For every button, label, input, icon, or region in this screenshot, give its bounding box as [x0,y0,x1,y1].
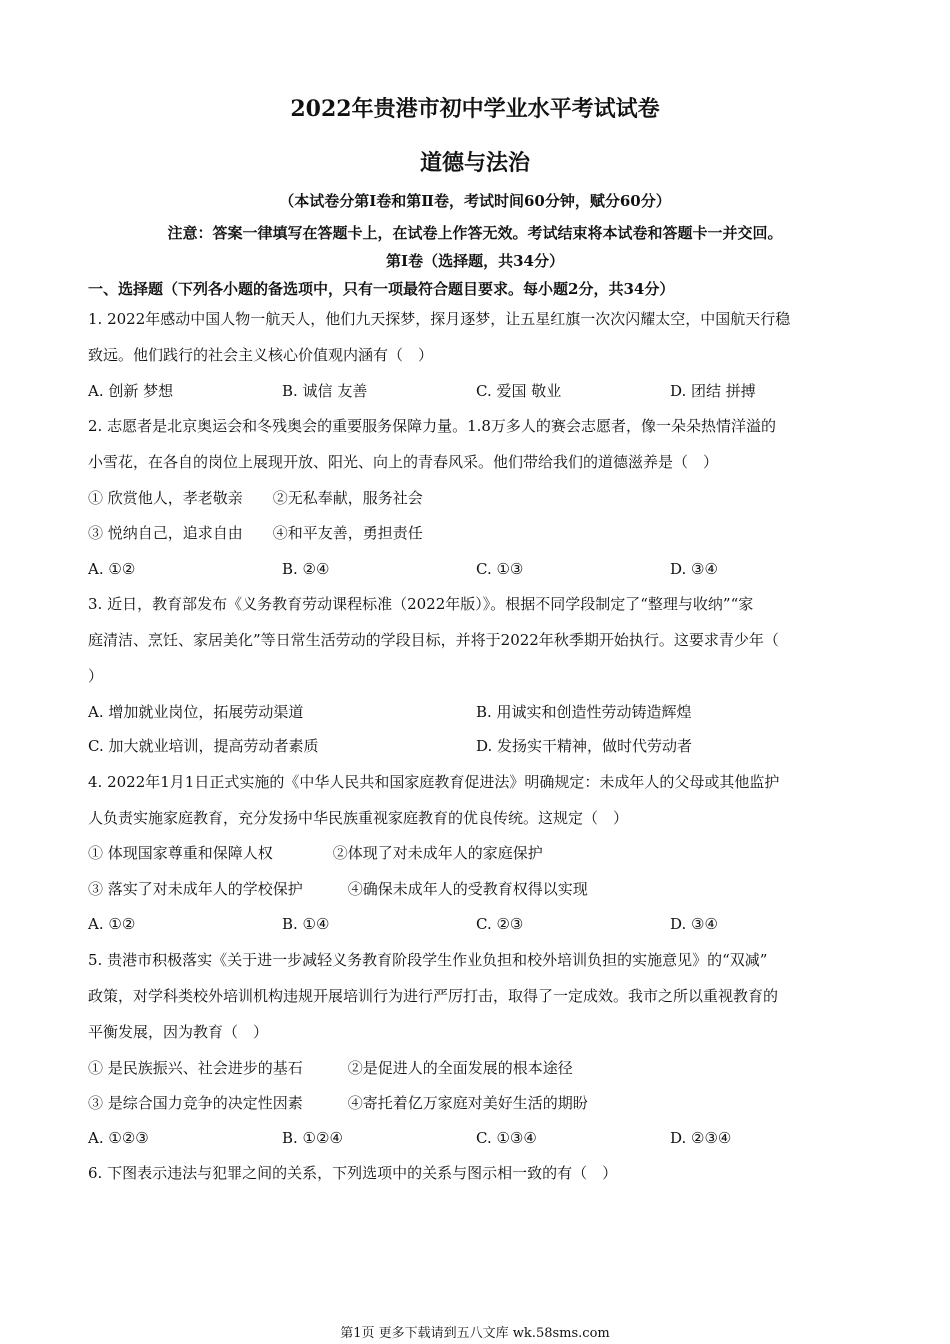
question-line: 4. 2022年1月1日正式实施的《中华人民共和国家庭教育促进法》明确规定：未成年人的父母或其他监护 [88,773,780,791]
option-c: C. 爱国 敬业 [476,382,562,400]
option-b: B. ①④ [282,915,330,933]
question-line: 5. 贵港市积极落实《关于进一步减轻义务教育阶段学生作业负担和校外培训负担的实施意见》的“双减” [88,951,768,969]
statement-line: ① 是民族振兴、社会进步的基石 ②是促进人的全面发展的根本途径 [88,1059,573,1077]
exam-title: 2022年贵港市初中学业水平考试试卷 [290,96,660,122]
question-line: 致远。他们践行的社会主义核心价值观内涵有（ ） [88,346,434,364]
option-b: B. ①②④ [282,1129,343,1147]
option-b: B. 用诚实和创造性劳动铸造辉煌 [476,703,692,721]
question-line: 平衡发展，因为教育（ ） [88,1023,269,1041]
question-line: 政策，对学科类校外培训机构违规开展培训行为进行严厉打击，取得了一定成效。我市之所以重视教育的 [88,987,779,1005]
option-d: D. ②③④ [670,1129,732,1147]
statement-line: ③ 是综合国力竞争的决定性因素 ④寄托着亿万家庭对美好生活的期盼 [88,1094,588,1112]
exam-note: （本试卷分第Ⅰ卷和第Ⅱ卷，考试时间60分钟，赋分60分） [279,192,671,210]
option-d: D. ③④ [670,560,718,578]
statement-line: ③ 落实了对未成年人的学校保护 ④确保未成年人的受教育权得以实现 [88,880,588,898]
question-line: ） [88,667,104,685]
option-d: D. 发扬实干精神，做时代劳动者 [476,737,693,755]
option-a: A. ①②③ [88,1129,149,1147]
part-title: 第Ⅰ卷（选择题，共34分） [386,252,564,270]
question-line: 1. 2022年感动中国人物一航天人，他们九天探梦，探月逐梦，让五星红旗一次次闪耀太空，中国航天行稳 [88,310,791,328]
statement-line: ① 体现国家尊重和保障人权 ②体现了对未成年人的家庭保护 [88,844,543,862]
option-a: A. 创新 梦想 [88,382,174,400]
section-title: 一、选择题（下列各小题的备选项中，只有一项最符合题目要求。每小题2分，共34分） [88,280,675,298]
statement-line: ① 欣赏他人，孝老敬亲 ②无私奉献，服务社会 [88,489,423,507]
page-footer: 第1页 更多下载请到五八文库 wk.58sms.com [340,1326,610,1341]
question-line: 小雪花，在各自的岗位上展现开放、阳光、向上的青春风采。他们带给我们的道德滋养是（ ） [88,453,719,471]
option-a: A. ①② [88,560,136,578]
option-a: A. 增加就业岗位，拓展劳动渠道 [88,703,304,721]
question-line: 6. 下图表示违法与犯罪之间的关系，下列选项中的关系与图示相一致的有（ ） [88,1164,618,1182]
question-line: 2. 志愿者是北京奥运会和冬残奥会的重要服务保障力量。1.8万多人的赛会志愿者，像一朵朵热情洋溢的 [88,417,776,435]
question-line: 庭清洁、烹饪、家居美化”等日常生活劳动的学段目标，并将于2022年秋季期开始执行。这要求青少年（ [88,631,779,649]
option-b: B. 诚信 友善 [282,382,368,400]
option-d: D. 团结 拼搏 [670,382,756,400]
option-c: C. ①③ [476,560,524,578]
attention-note: 注意：答案一律填写在答题卡上，在试卷上作答无效。考试结束将本试卷和答题卡一并交回。 [167,224,783,242]
statement-line: ③ 悦纳自己，追求自由 ④和平友善，勇担责任 [88,524,423,542]
option-c: C. ①③④ [476,1129,537,1147]
option-a: A. ①② [88,915,136,933]
option-b: B. ②④ [282,560,330,578]
option-c: C. ②③ [476,915,524,933]
subject-title: 道德与法治 [419,150,530,176]
question-line: 3. 近日，教育部发布《义务教育劳动课程标准（2022年版）》。根据不同学段制定了“整理与收纳”“家 [88,595,754,613]
option-d: D. ③④ [670,915,718,933]
option-c: C. 加大就业培训，提高劳动者素质 [88,737,319,755]
question-line: 人负责实施家庭教育，充分发扬中华民族重视家庭教育的优良传统。这规定（ ） [88,809,629,827]
